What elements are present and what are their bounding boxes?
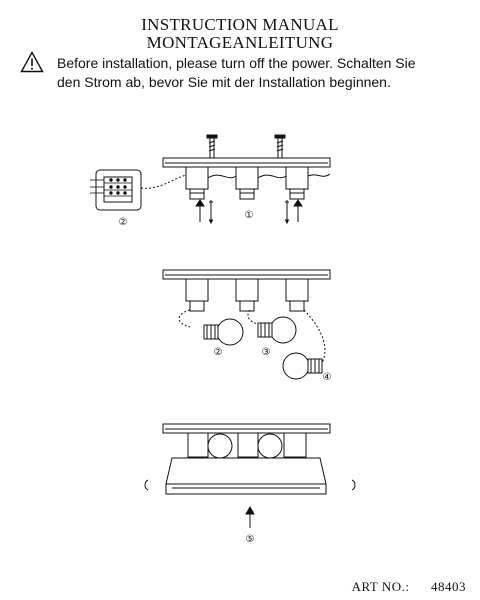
title-de: MONTAGEANLEITUNG: [146, 33, 334, 52]
lamp-socket: [286, 167, 308, 199]
lamp-socket: [236, 167, 258, 199]
lamp-socket: [188, 433, 208, 457]
screw-icon: [275, 135, 285, 158]
light-bulb-icon: [283, 353, 322, 379]
long-screw-icon: [285, 200, 289, 223]
glass-cover: [166, 458, 326, 494]
title-en: INSTRUCTION MANUAL: [141, 15, 339, 34]
step-label: ④: [322, 372, 332, 383]
diagram-step-bulbs: [0, 262, 480, 387]
screw-icon: [207, 135, 217, 158]
arrow-up-icon: [246, 507, 254, 528]
lamp-socket: [238, 433, 258, 457]
long-screw-icon: [209, 200, 213, 223]
rotate-arrow-icon: [352, 480, 355, 490]
light-bulb-icon: [258, 434, 282, 458]
light-bulb-icon: [258, 317, 296, 343]
step-label: ③: [261, 347, 271, 358]
arrow-up-icon: [294, 200, 302, 222]
article-number-label: ART NO.:: [351, 579, 410, 594]
step-label: ①: [244, 210, 254, 221]
warning-triangle-icon: [20, 51, 44, 73]
lamp-socket: [186, 279, 208, 311]
article-number: [352, 579, 466, 595]
lamp-socket: [236, 279, 258, 311]
light-bulb-icon: [208, 434, 232, 458]
step-label: ⑤: [245, 534, 255, 545]
warning-text-line2: den Strom ab, bevor Sie mit der Installation beginnen.: [57, 74, 391, 90]
lamp-socket: [186, 167, 208, 199]
diagram-step-mounting: [0, 130, 480, 240]
light-bulb-icon: [204, 319, 243, 345]
arrow-up-icon: [196, 200, 204, 222]
rotate-arrow-icon: [145, 480, 148, 490]
warning-text-line1: Before installation, please turn off the power. Schalten Sie: [57, 55, 416, 71]
lamp-socket: [284, 433, 306, 457]
article-number-value: 48403: [431, 579, 466, 594]
step-label: ②: [118, 217, 128, 228]
lamp-socket: [286, 279, 308, 311]
diagram-step-cover: [0, 410, 480, 550]
step-label: ②: [213, 347, 223, 358]
